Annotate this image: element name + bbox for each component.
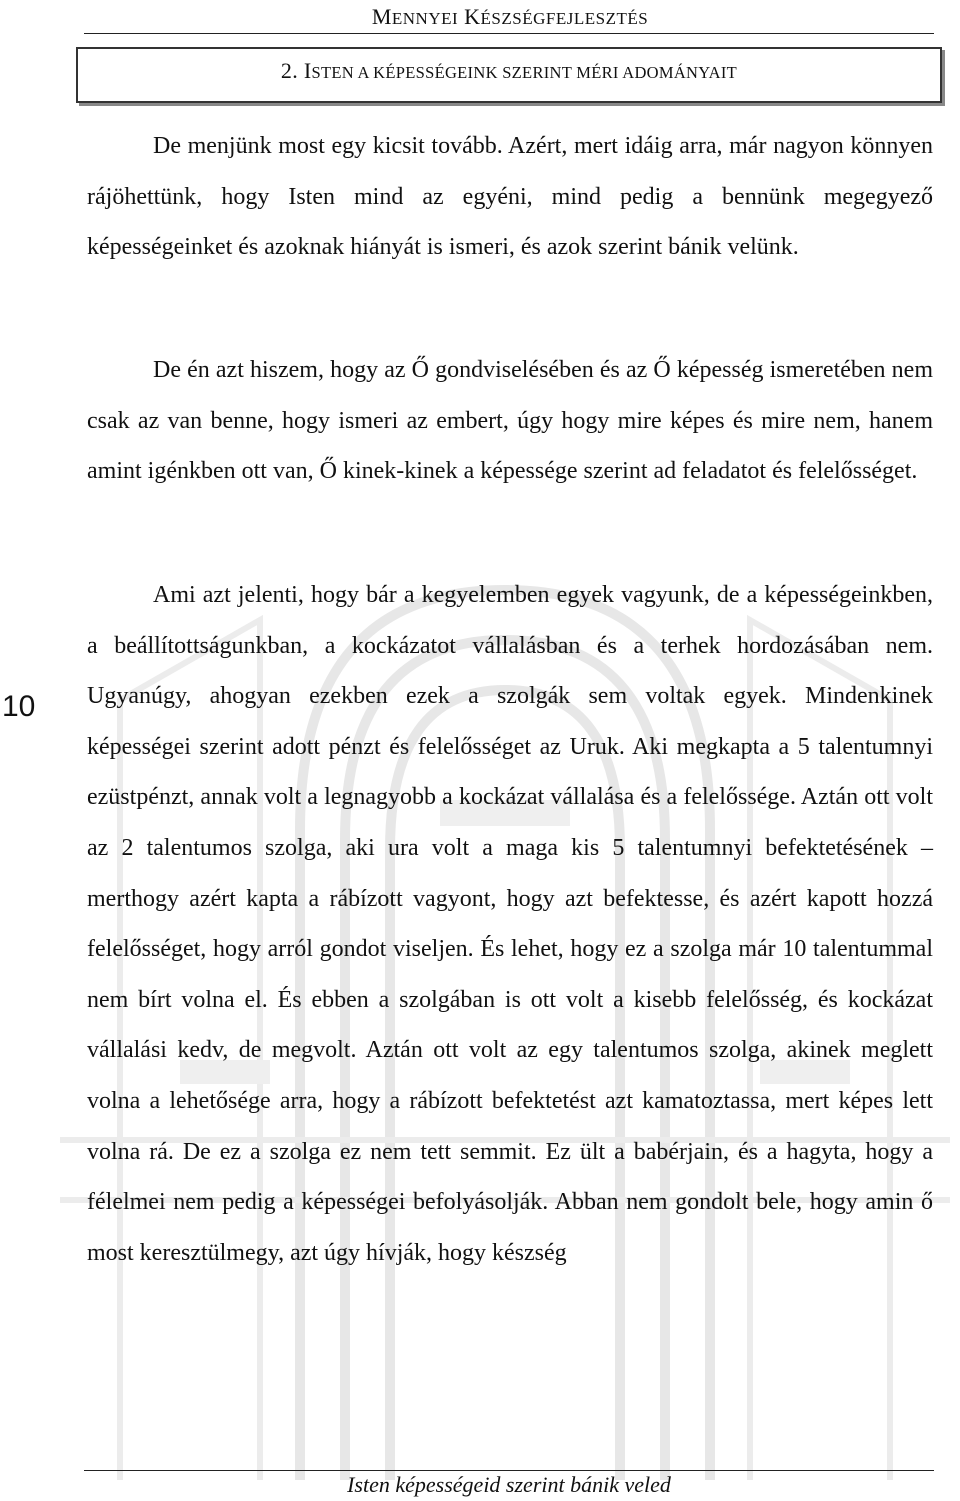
running-footer: Isten képességeid szerint bánik veled: [347, 1472, 671, 1497]
header-rest-2: ÉSZSÉGFEJLESZTÉS: [480, 9, 649, 28]
page-number: 10: [2, 690, 36, 723]
header-rest-1: ENNYEI: [391, 9, 459, 28]
header-initial-2: K: [464, 4, 481, 29]
chapter-title-box: [76, 47, 942, 103]
running-header-title: [0, 4, 960, 30]
footer-rule: [84, 1470, 934, 1471]
chapter-initial: I: [303, 58, 312, 83]
header-initial-1: M: [371, 4, 392, 29]
header-rule: [84, 33, 934, 34]
chapter-title: [78, 58, 940, 84]
body-paragraph: De menjünk most egy kicsit tovább. Azért, mert idáig arra, már nagyon könnyen rájöhettünk, hogy Isten mind az egyéni, mind pedig a bennünk megegyező képességeinket és azoknak hiányát is ismeri, és azok szerint bánik velünk.: [87, 133, 933, 261]
chapter-title-rest: STEN A KÉPESSÉGEINK SZERINT MÉRI ADOMÁNYAIT: [311, 63, 738, 82]
body-paragraph: Ami azt jelenti, hogy bár a kegyelemben egyek vagyunk, de a képességeinkben, a beállítottságunkban, a kockázatot vállalásban és a terhek hordozásában nem. Ugyanúgy, ahogyan ezekben ezek a szolgák sem voltak egyek. Mindenkinek képességei szerint adott pénzt és felelősséget az Uruk. Aki megkapta a 5 talentumnyi ezüstpénzt, annak volt a legnagyobb a kockázat vállalása és a felelőssége. Aztán ott volt az 2 talentumos szolga, aki ura volt a maga kis 5 talentumnyi befektetésének – merthogy azért kapta a rábízott vagyont, hogy azt befektesse, és azért kapott hozzá felelősséget, hogy arról gondot viseljen. És lehet, hogy ez a szolga már 10 talentummal nem bírt volna el. És ebben a szolgában is ott volt a kisebb felelősség, és kockázat vállalási kedv, de megvolt. Aztán ott volt az egy talentumos szolga, akinek meglett volna a lehetősége arra, hogy a rábízott befektetést azt kamatoztassa, mert képes lett volna rá. De ez a szolga ez nem tett semmit. Ez ült a babérjain, és a hagyta, hogy a félelmei nem pedig a képességei befolyásolják. Abban nem gondolt bele, hogy amin ő most keresztülmegy, azt úgy hívják, hogy készség: [87, 582, 933, 1266]
chapter-number: 2.: [280, 58, 299, 83]
body-paragraph-1-block: [87, 121, 933, 273]
body-paragraph-2-block: [87, 345, 933, 497]
body-paragraph-3-block: [87, 570, 933, 1278]
body-paragraph: De én azt hiszem, hogy az Ő gondviselésében és az Ő képesség ismeretében nem csak az van benne, hogy ismeri az embert, úgy hogy mire képes és mire nem, hanem amint igénkben ott van, Ő kinek-kinek a képessége szerint ad feladatot és felelősséget.: [87, 357, 933, 485]
